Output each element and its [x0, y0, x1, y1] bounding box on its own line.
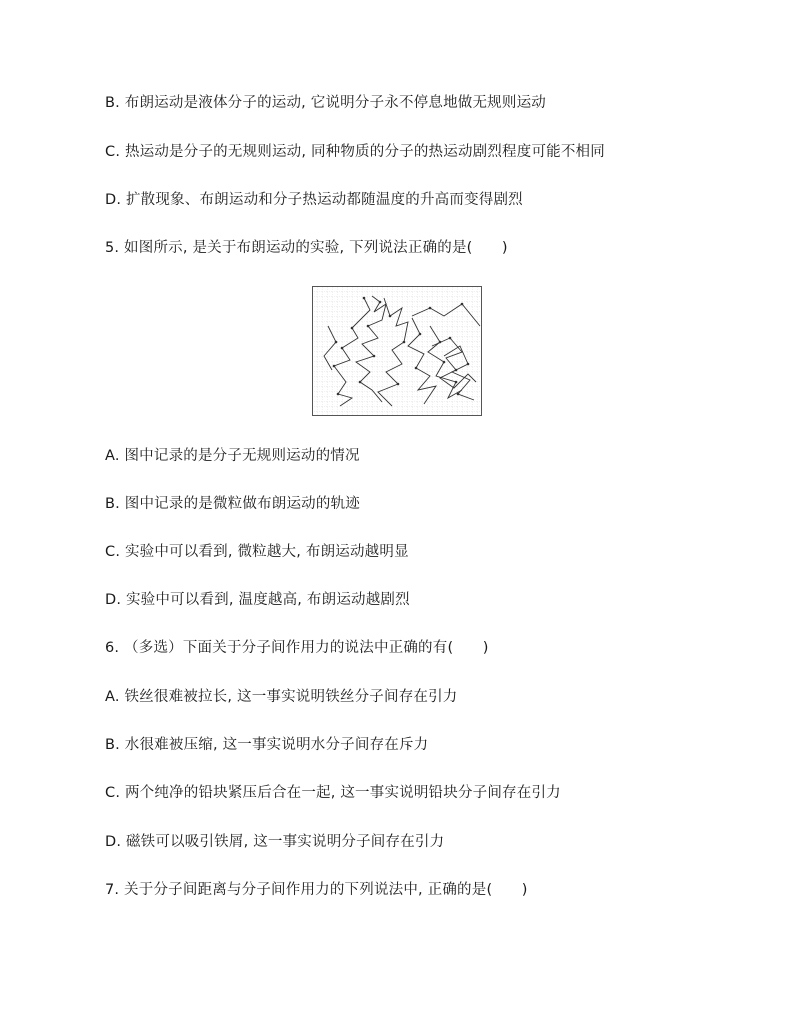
option-q5-b: B. 图中记录的是微粒做布朗运动的轨迹 [105, 496, 360, 512]
option-q6-d: D. 磁铁可以吸引铁屑, 这一事实说明分子间存在引力 [105, 834, 445, 850]
question-7-stem: 7. 关于分子间距离与分子间作用力的下列说法中, 正确的是( ) [105, 882, 528, 898]
option-q4-b: B. 布朗运动是液体分子的运动, 它说明分子永不停息地做无规则运动 [105, 95, 546, 111]
option-q6-c: C. 两个纯净的铅块紧压后合在一起, 这一事实说明铅块分子间存在引力 [105, 785, 561, 801]
brownian-trajectory-icon [312, 286, 482, 416]
question-5-stem: 5. 如图所示, 是关于布朗运动的实验, 下列说法正确的是( ) [105, 240, 508, 256]
question-6-stem: 6. （多选）下面关于分子间作用力的说法中正确的有( ) [105, 640, 489, 656]
option-q5-c: C. 实验中可以看到, 微粒越大, 布朗运动越明显 [105, 544, 409, 560]
option-q4-d: D. 扩散现象、布朗运动和分子热运动都随温度的升高而变得剧烈 [105, 192, 523, 208]
option-q6-b: B. 水很难被压缩, 这一事实说明水分子间存在斥力 [105, 737, 429, 753]
option-q6-a: A. 铁丝很难被拉长, 这一事实说明铁丝分子间存在引力 [105, 689, 458, 705]
option-q5-d: D. 实验中可以看到, 温度越高, 布朗运动越剧烈 [105, 592, 410, 608]
option-q4-c: C. 热运动是分子的无规则运动, 同种物质的分子的热运动剧烈程度可能不相同 [105, 144, 605, 160]
option-q5-a: A. 图中记录的是分子无规则运动的情况 [105, 448, 360, 464]
